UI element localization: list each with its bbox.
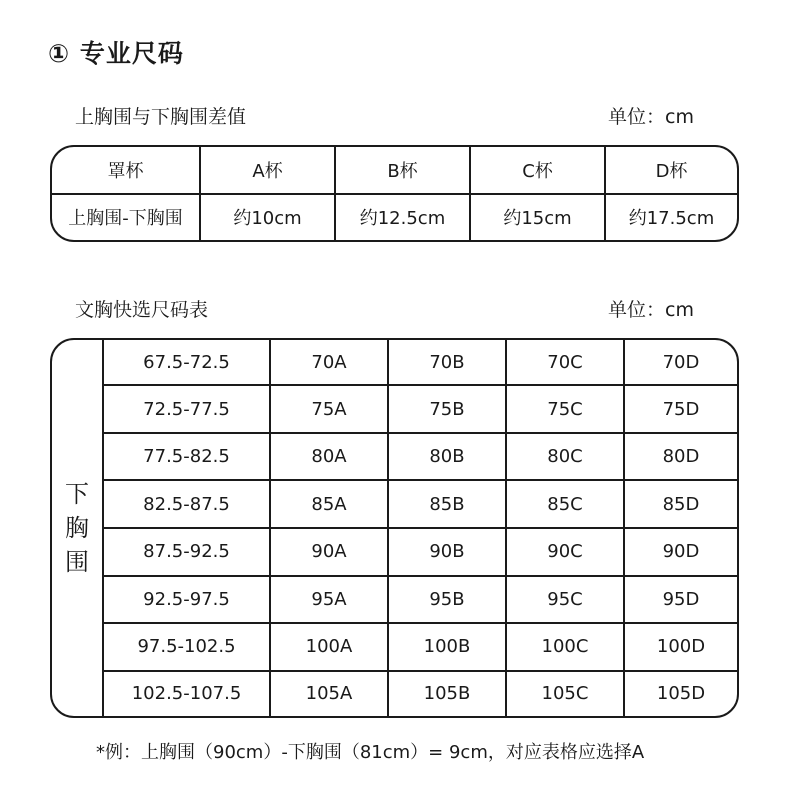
underbust-range-cell: 67.5-72.5: [104, 340, 270, 385]
value-cell-b: 约12.5cm: [335, 194, 470, 241]
size-cell: 95D: [624, 576, 737, 624]
size-cell: 90C: [506, 528, 624, 576]
side-char: 围: [65, 548, 89, 576]
header-cell-d: D杯: [605, 147, 737, 194]
size-cell: 75D: [624, 385, 737, 433]
size-grid: [104, 340, 737, 716]
size-cell: 90B: [388, 528, 506, 576]
value-cell-label: 上胸围-下胸围: [52, 194, 200, 241]
value-cell-c: 约15cm: [470, 194, 605, 241]
size-cell: 75B: [388, 385, 506, 433]
size-cell: 85B: [388, 480, 506, 528]
table-row: [104, 480, 737, 528]
underbust-range-cell: 82.5-87.5: [104, 480, 270, 528]
size-cell: 100C: [506, 623, 624, 671]
table-row: [104, 528, 737, 576]
size-cell: 105D: [656, 683, 706, 705]
size-cell: 70D: [624, 340, 737, 385]
underbust-range-cell: 72.5-77.5: [104, 385, 270, 433]
size-cell: 85C: [506, 480, 624, 528]
side-char: 下: [65, 480, 89, 508]
page-title: ① 专业尺码: [48, 39, 184, 68]
table-row: [104, 623, 737, 671]
underbust-range-cell: 92.5-97.5: [104, 576, 270, 624]
underbust-range-cell: 102.5-107.5: [104, 671, 270, 716]
size-cell: 80C: [506, 433, 624, 481]
size-cell: 105A: [270, 671, 388, 716]
size-cell: 90D: [624, 528, 737, 576]
example-note: *例：上胸围（90cm）-下胸围（81cm）= 9cm，对应表格应选择A: [96, 742, 645, 763]
table-row: [104, 576, 737, 624]
underbust-side-label: [52, 340, 104, 716]
header-cell-c: C杯: [470, 147, 605, 194]
cup-diff-title: 上胸围与下胸围差值: [75, 106, 247, 128]
header-cell-b: B杯: [335, 147, 470, 194]
size-cell: 105C: [506, 671, 624, 716]
size-cell: 75A: [270, 385, 388, 433]
size-cell: 90A: [270, 528, 388, 576]
table-row: [104, 340, 737, 385]
underbust-range-cell: 77.5-82.5: [104, 433, 270, 481]
header-cell-a: A杯: [200, 147, 335, 194]
size-cell: 80A: [270, 433, 388, 481]
value-cell-a: 约10cm: [200, 194, 335, 241]
cup-difference-table: [50, 145, 739, 242]
side-char: 胸: [65, 514, 89, 542]
size-cell: 100A: [270, 623, 388, 671]
header-cell-cup: 罩杯: [52, 147, 200, 194]
size-cell: 100B: [388, 623, 506, 671]
size-cell: 95B: [388, 576, 506, 624]
table-row: [104, 433, 737, 481]
size-cell: 85D: [624, 480, 737, 528]
size-cell: 75C: [506, 385, 624, 433]
size-chart-unit: 单位：cm: [608, 299, 694, 321]
underbust-range-cell: 87.5-92.5: [104, 528, 270, 576]
size-cell: 70A: [270, 340, 388, 385]
size-cell: 70C: [506, 340, 624, 385]
size-cell: 85A: [270, 480, 388, 528]
size-cell: 95C: [506, 576, 624, 624]
size-cell: 95A: [270, 576, 388, 624]
cup-header-row: [52, 147, 737, 194]
cup-value-row: [52, 194, 737, 241]
size-cell: 80D: [624, 433, 737, 481]
table-row: [104, 671, 737, 716]
size-cell: 70B: [388, 340, 506, 385]
table-row: [104, 385, 737, 433]
cup-diff-unit: 单位：cm: [608, 106, 694, 128]
size-cell: 100D: [624, 623, 737, 671]
underbust-range-cell: 97.5-102.5: [104, 623, 270, 671]
size-chart-table: [50, 338, 739, 718]
size-cell: 105B: [388, 671, 506, 716]
size-cell: 80B: [388, 433, 506, 481]
size-chart-title: 文胸快选尺码表: [75, 299, 209, 321]
value-cell-d: 约17.5cm: [628, 208, 715, 230]
